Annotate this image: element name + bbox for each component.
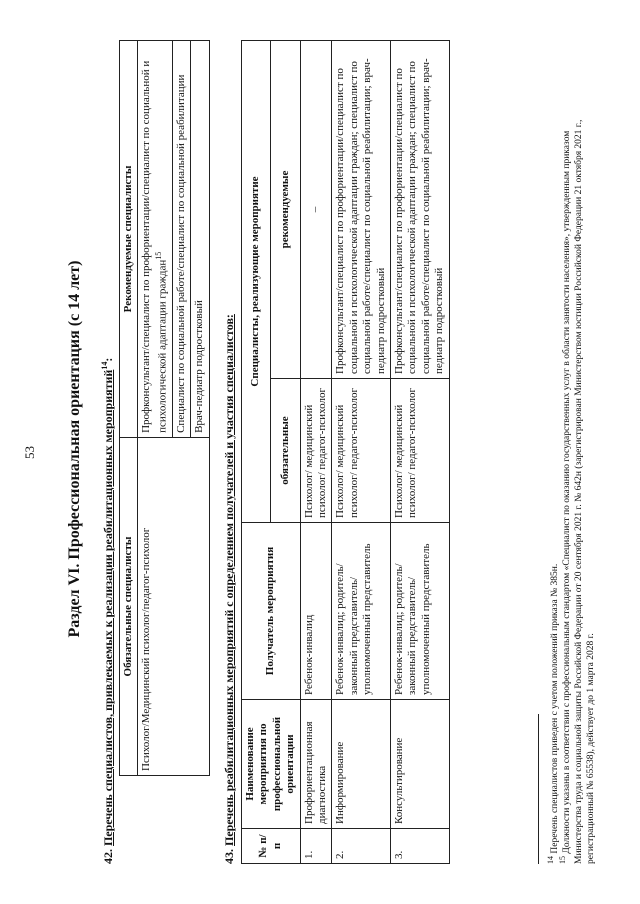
table-row	[300, 41, 332, 864]
row-name: Информирование	[332, 700, 391, 829]
row-num: 3.	[391, 829, 450, 864]
header-mandatory: Обязательные специалисты	[120, 437, 138, 775]
mandatory-specialists: Психолог/Медицинский психолог/педагог-психолог	[138, 437, 209, 775]
row-recipient: Ребенок-инвалид; родитель/ законный представитель/ уполномоченный представитель	[391, 523, 450, 700]
row-recommended: Профконсультант/специалист по профориентации/специалист по социальной и психологической адаптации граждан; специалист по социальной работе/специалист по социальной реабилитации; врач-педиатр подростковый	[332, 41, 391, 379]
row-name: Профориентационная диагностика	[300, 700, 332, 829]
heading-42-colon: :	[101, 357, 115, 362]
page-number: 53	[22, 446, 37, 459]
row-recommended: Профконсультант/специалист по профориентации/специалист по социальной и психологической адаптации граждан; специалист по социальной работе/специалист по социальной реабилитации; врач-педиатр подростковый	[391, 41, 450, 379]
header-recommended: рекомендуемые	[271, 41, 300, 379]
row-mandatory: Психолог/ медицинский психолог/ педагог-психолог	[391, 379, 450, 523]
heading-42-text: Перечень специалистов, привлекаемых к реализации реабилитационных мероприятий	[101, 369, 115, 846]
header-name: Наименование мероприятия по профессиональной ориентации	[242, 700, 301, 829]
row-recipient: Ребенок-инвалид; родитель/ законный представитель/ уполномоченный представитель	[332, 523, 391, 700]
heading-42-footnote-mark: 14	[100, 361, 109, 370]
heading-42	[100, 358, 116, 864]
header-num: № п/п	[242, 829, 301, 864]
specialists-table	[119, 40, 210, 776]
recommended-specialist	[191, 41, 209, 438]
recommended-specialist-text: Профконсультант/специалист по профориентации/специалист по социальной и психологической адаптации граждан	[140, 60, 169, 433]
row-num: 2.	[332, 829, 391, 864]
heading-43-text: Перечень реабилитационных мероприятий с определением получателей и участия специалистов:	[222, 314, 236, 846]
row-recipient: Ребенок-инвалид	[300, 523, 332, 700]
footnote-15	[558, 84, 598, 864]
row-name: Консультирование	[391, 700, 450, 829]
heading-43-number: 43.	[222, 849, 236, 864]
header-recommended: Рекомендуемые специалисты	[120, 41, 138, 438]
footnote-text: Должности указаны в соответствии с профессиональным стандартом «Специалист по оказанию государственных услуг в области занятости населения», утвержденным приказом Министерства труда и социальной защиты Российской Федерации от 20 сентября 2021 г. № 642н (зарегистрирован Министерством юстиции Российской Федерации 21 октября 2021 г., регистрационный № 65538), действует до 1 марта 2028 г.	[562, 119, 596, 864]
row-num: 1.	[300, 829, 332, 864]
header-mandatory: обязательные	[271, 379, 300, 523]
footnote-text: Перечень специалистов приведен с учетом положений приказа № 385н.	[550, 563, 561, 856]
header-specialists: Специалисты, реализующие мероприятие	[242, 41, 271, 523]
table-row	[391, 41, 450, 864]
recommended-specialist	[172, 41, 190, 438]
row-mandatory: Психолог/ медицинский психолог/ педагог-психолог	[332, 379, 391, 523]
footnote-mark: 15	[558, 856, 567, 864]
header-recipient: Получатель мероприятия	[242, 523, 301, 700]
measures-table	[241, 40, 450, 864]
heading-42-number: 42.	[101, 849, 115, 864]
recommended-specialist-text: Врач-педиатр подростковый	[193, 300, 206, 433]
footnote-divider	[538, 714, 539, 864]
recommended-specialist-text: Специалист по социальной работе/специалист по социальной реабилитации	[174, 74, 187, 433]
row-recommended: –	[300, 41, 332, 379]
heading-43	[222, 314, 237, 864]
recommended-specialist	[138, 41, 172, 438]
table-row	[332, 41, 391, 864]
row-mandatory: Психолог/ медицинский психолог/ педагог-психолог	[300, 379, 332, 523]
section-title: Раздел VI. Профессиональная ориентация (с 14 лет)	[66, 260, 83, 638]
footnote-mark: 14	[546, 856, 555, 864]
footnote-mark: 15	[153, 251, 163, 260]
